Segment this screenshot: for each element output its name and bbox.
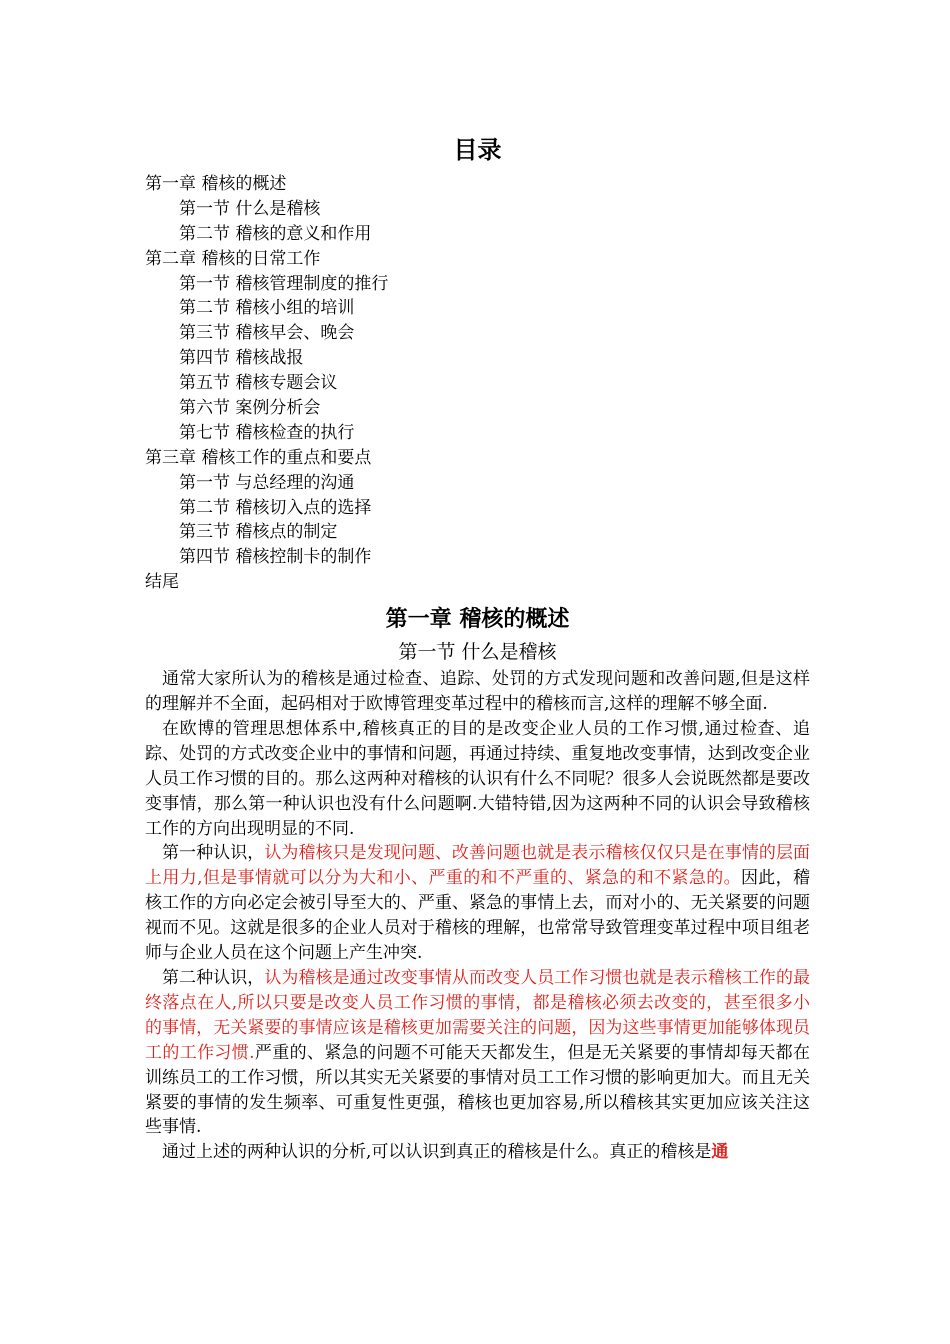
paragraph-4	[145, 966, 810, 1140]
toc-section-entry: 第一节 什么是稽核	[179, 198, 321, 219]
paragraph-2: 在欧博的管理思想体系中,稽核真正的目的是改变企业人员的工作习惯,通过检查、追踪、处罚的方式改变企业中的事情和问题，再通过持续、重复地改变事情，达到改变企业人员工作习惯的目的。那么这两种对稽核的认识有什么不同呢？很多人会说既然都是要改变事情，那么第一种认识也没有什么问题啊.大错特错,因为这两种不同的认识会导致稽核工作的方向出现明显的不同.	[145, 718, 810, 839]
toc-title: 目录	[453, 135, 502, 164]
toc-section-entry: 第三节 稽核早会、晚会	[179, 323, 355, 344]
toc-section-entry: 第七节 稽核检查的执行	[179, 422, 355, 443]
section-title: 第一节 什么是稽核	[398, 641, 557, 664]
toc-section-entry: 第五节 稽核专题会议	[179, 373, 338, 394]
paragraph-4-lead: 第二种认识，	[162, 968, 265, 989]
toc-list	[145, 172, 810, 595]
toc-section-entry: 第四节 稽核战报	[179, 348, 304, 369]
paragraph-3-lead: 第一种认识，	[162, 843, 265, 864]
toc-section-entry: 第四节 稽核控制卡的制作	[179, 547, 372, 568]
toc-section-entry: 第三节 稽核点的制定	[179, 522, 338, 543]
document-page	[145, 132, 810, 1165]
toc-section-entry: 第一节 稽核管理制度的推行	[179, 273, 389, 294]
paragraph-5-lead: 通过上述的两种认识的分析,可以认识到真正的稽核是什么。真正的稽核是	[162, 1142, 712, 1163]
toc-chapter-entry: 第三章 稽核工作的重点和要点	[145, 447, 372, 468]
toc-section-entry: 第二节 稽核切入点的选择	[179, 497, 372, 518]
toc-section-entry: 第二节 稽核的意义和作用	[179, 223, 372, 244]
toc-section-entry: 第一节 与总经理的沟通	[179, 472, 355, 493]
paragraph-4-emphasis: 认为稽核是通过改变事情从而改变人员工作习惯也就是表示稽核工作的最终落点在人,所以只要是改变人员工作习惯的事情，都是稽核必须去改变的，甚至很多小的事情，无关紧要的事情应该是稽核更加需要关注的问题，因为这些事情更加能够体现员工的工作习惯.	[145, 968, 811, 1063]
paragraph-4-rest: 严重的、紧急的问题不可能天天都发生，但是无关紧要的事情却每天都在训练员工的工作习惯，所以其实无关紧要的事情对员工工作习惯的影响更加大。而且无关紧要的事情的发生频率、可重复性更强，稽核也更加容易,所以稽核其实更加应该关注这些事情.	[145, 1042, 811, 1138]
paragraph-3-rest: 因此，稽核工作的方向必定会被引导至大的、严重、紧急的事情上去，而对小的、无关紧要的问题视而不见。这就是很多的企业人员对于稽核的理解，也常常导致管理变革过程中项目组老师与企业人员在这个问题上产生冲突.	[145, 868, 811, 964]
paragraph-5-emphasis: 通	[711, 1142, 729, 1163]
paragraph-1: 通常大家所认为的稽核是通过检查、追踪、处罚的方式发现问题和改善问题,但是这样的理解并不全面，起码相对于欧博管理变革过程中的稽核而言,这样的理解不够全面.	[145, 669, 810, 715]
chapter-title: 第一章 稽核的概述	[385, 606, 570, 633]
toc-section-entry: 第六节 案例分析会	[179, 398, 321, 419]
paragraph-3-emphasis: 认为稽核只是发现问题、改善问题也就是表示稽核仅仅只是在事情的层面上用力,但是事情就可以分为大和小、严重的和不严重的、紧急的和不紧急的。	[145, 843, 811, 889]
toc-chapter-entry: 第二章 稽核的日常工作	[145, 248, 321, 269]
toc-chapter-entry: 第一章 稽核的概述	[145, 174, 287, 194]
toc-section-entry: 第二节 稽核小组的培训	[179, 298, 355, 319]
paragraph-3	[145, 841, 810, 966]
paragraph-5	[145, 1140, 810, 1165]
toc-chapter-entry: 结尾	[145, 572, 179, 593]
